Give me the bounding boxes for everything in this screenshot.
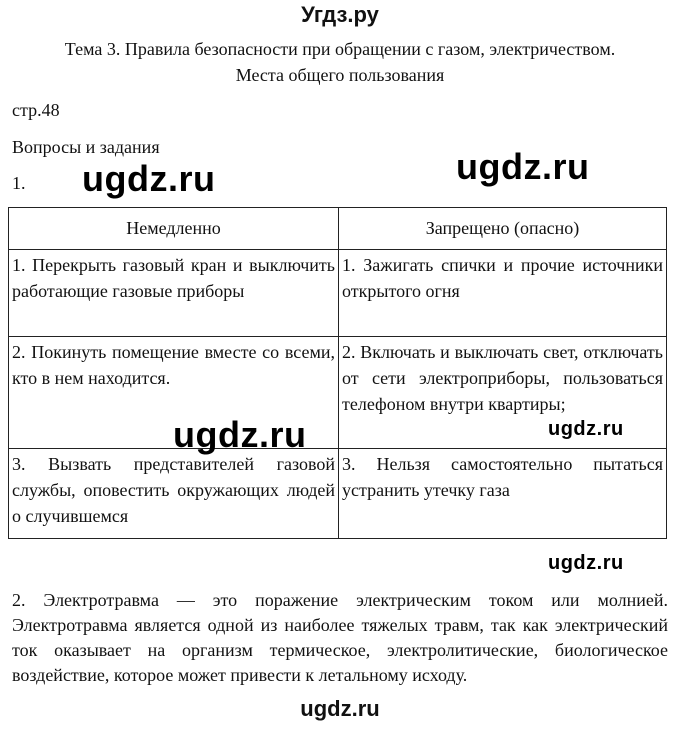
table-cell: 1. Зажигать спички и прочие источники открытого огня	[339, 250, 667, 337]
watermark: ugdz.ru	[548, 418, 624, 440]
table-cell: 3. Вызвать представителей газовой службы, оповестить окружающих людей о случившемся	[9, 449, 339, 539]
column-header-immediately: Немедленно	[9, 208, 339, 250]
footer-watermark: ugdz.ru	[300, 696, 380, 721]
table-row	[9, 250, 667, 337]
topic-title-line-2: Места общего пользования	[235, 65, 445, 85]
safety-table	[8, 207, 667, 539]
table-row	[9, 449, 667, 539]
table-header-row	[9, 208, 667, 250]
answer-2-text: 2. Электротравма — это поражение электрическим током или молнией. Электротравма является одной из наиболее тяжелых травм, так как электрический ток оказывает на организм термическое, электролитические, биологическое воздействие, которое может привести к летальному исходу.	[12, 590, 668, 685]
question-1-number: 1.	[12, 173, 26, 193]
topic-title-line-1: Тема 3. Правила безопасности при обращении с газом, электричеством.	[64, 39, 616, 59]
watermark: ugdz.ru	[173, 414, 307, 455]
page-reference: стр.48	[12, 100, 60, 120]
section-heading: Вопросы и задания	[12, 137, 160, 157]
table-cell: 3. Нельзя самостоятельно пытаться устранить утечку газа	[339, 449, 667, 539]
table-cell: 2. Покинуть помещение вместе со всеми, кто в нем находится.	[9, 337, 339, 449]
watermark: ugdz.ru	[548, 552, 624, 574]
column-header-forbidden: Запрещено (опасно)	[339, 208, 667, 250]
watermark: ugdz.ru	[456, 146, 590, 187]
watermark: ugdz.ru	[82, 158, 216, 199]
table-cell: 2. Включать и выключать свет, отключать от сети электроприборы, пользоваться телефоном внутри квартиры;	[339, 337, 667, 449]
table-cell: 1. Перекрыть газовый кран и выключить работающие газовые приборы	[9, 250, 339, 337]
site-header: Угдз.ру	[301, 2, 379, 27]
topic-title	[0, 36, 680, 88]
